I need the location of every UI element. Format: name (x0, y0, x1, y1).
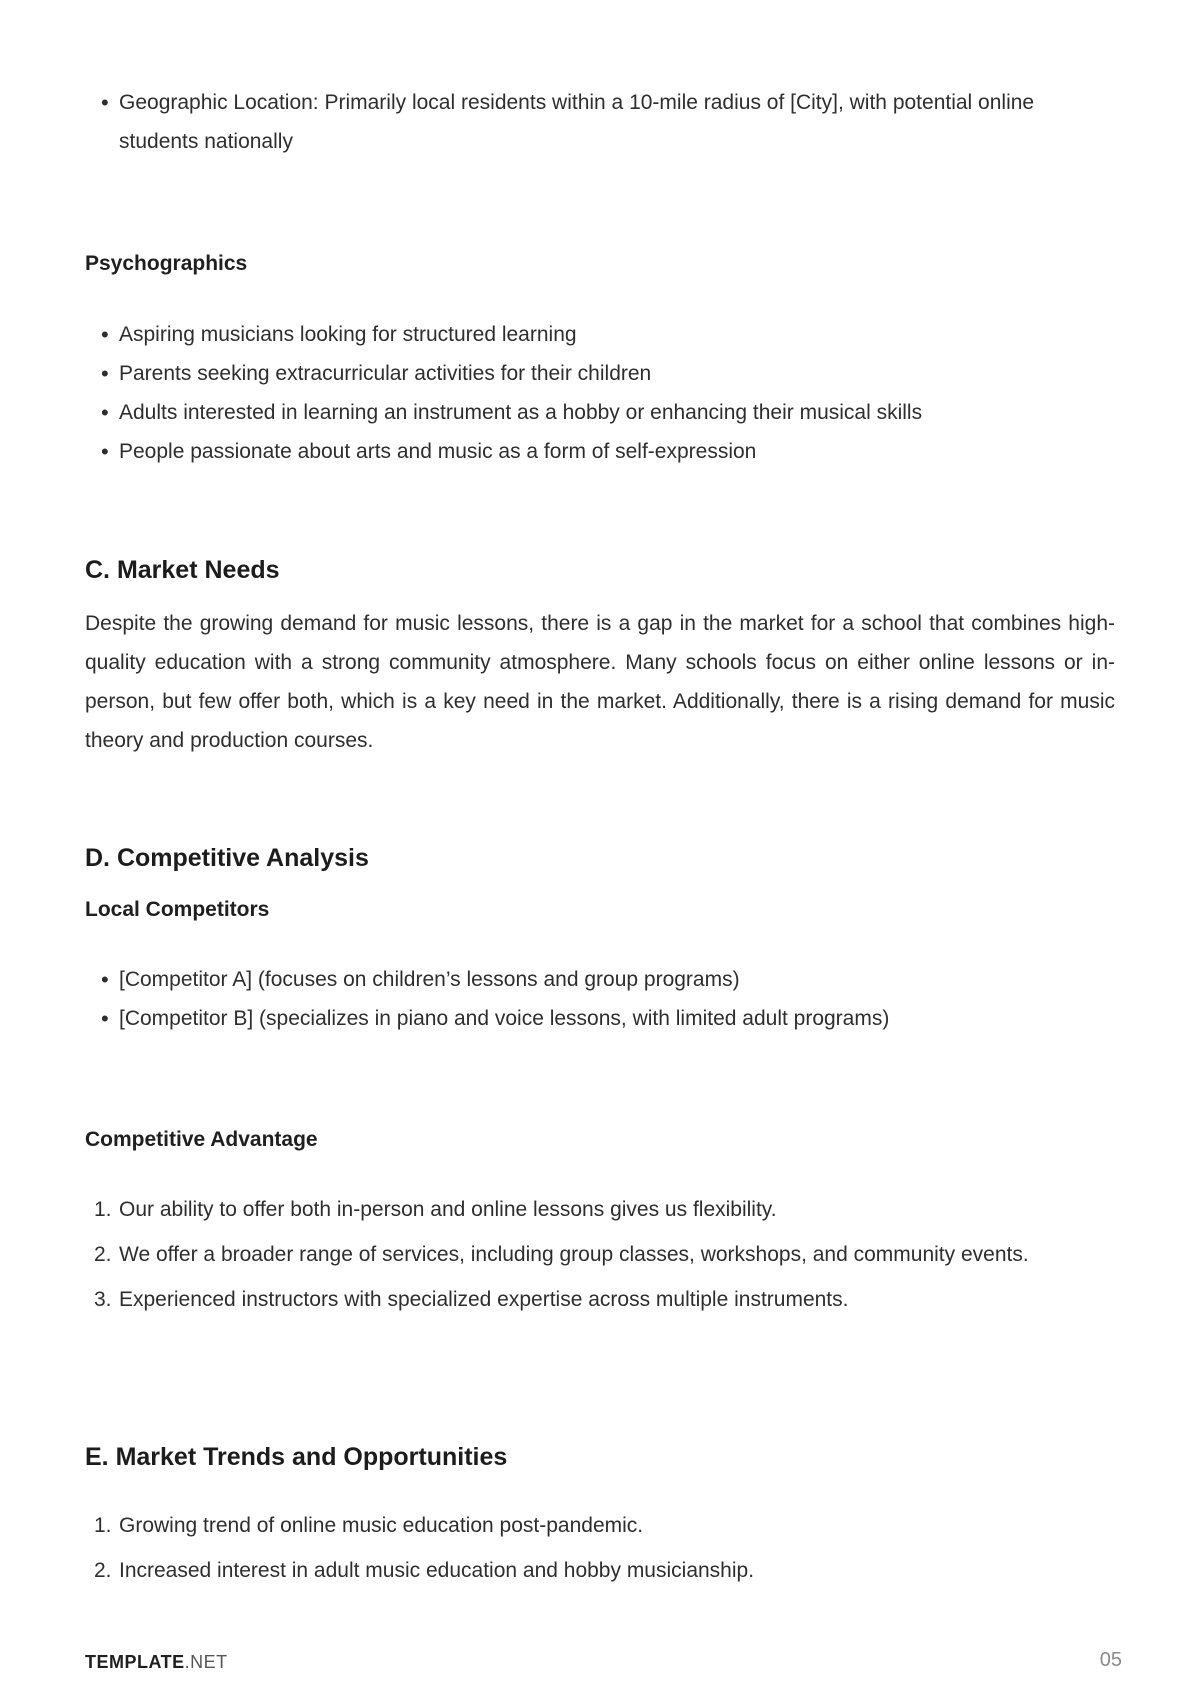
list-item (85, 1506, 1115, 1545)
list-item: • [Competitor B] (specializes in piano and voice lessons, with limited adult programs) (85, 999, 1115, 1038)
brand-bold-text: TEMPLATE (85, 1652, 185, 1672)
list-item (85, 1190, 1075, 1229)
list-number: 3. (94, 1288, 112, 1311)
footer-brand-logo (85, 1652, 228, 1673)
list-item: • Adults interested in learning an instrument as a hobby or enhancing their musical skills (85, 393, 1115, 432)
competitive-analysis-heading: D. Competitive Analysis (85, 844, 369, 872)
competitive-advantage-list (85, 1190, 1075, 1325)
psychographics-list (85, 315, 1115, 471)
list-text: We offer a broader range of services, including group classes, workshops, and community events. (119, 1243, 1029, 1266)
list-item (85, 1235, 1075, 1274)
market-trends-heading: E. Market Trends and Opportunities (85, 1443, 508, 1471)
list-number: 2. (94, 1243, 112, 1266)
list-item (85, 1551, 1115, 1590)
list-text: Our ability to offer both in-person and online lessons gives us flexibility. (119, 1198, 777, 1221)
local-competitors-list (85, 960, 1115, 1038)
market-needs-heading: C. Market Needs (85, 556, 280, 584)
list-number: 1. (94, 1514, 112, 1537)
market-needs-paragraph: Despite the growing demand for music lessons, there is a gap in the market for a school that combines high-quality education with a strong community atmosphere. Many schools focus on either online lessons or in-person, but few offer both, which is a key need in the market. Additionally, there is a rising demand for music theory and production courses. (85, 612, 1115, 752)
list-number: 2. (94, 1559, 112, 1582)
list-text: Experienced instructors with specialized expertise across multiple instruments. (119, 1288, 849, 1311)
list-item: • People passionate about arts and music as a form of self-expression (85, 432, 1115, 471)
list-item: • [Competitor A] (focuses on children’s lessons and group programs) (85, 960, 1115, 999)
list-item: • Aspiring musicians looking for structured learning (85, 315, 1115, 354)
local-competitors-heading: Local Competitors (85, 898, 270, 921)
brand-light-text: .NET (184, 1652, 228, 1672)
list-item: • Geographic Location: Primarily local residents within a 10-mile radius of [City], with potential online students nationally (85, 83, 1075, 161)
geographic-list (85, 83, 1075, 161)
market-trends-list (85, 1506, 1115, 1596)
page-number: 05 (1099, 1649, 1122, 1671)
list-text: Growing trend of online music education post-pandemic. (119, 1514, 644, 1537)
competitive-advantage-heading: Competitive Advantage (85, 1128, 318, 1151)
list-text: Increased interest in adult music education and hobby musicianship. (119, 1559, 755, 1582)
list-number: 1. (94, 1198, 112, 1221)
list-item: • Parents seeking extracurricular activities for their children (85, 354, 1115, 393)
psychographics-heading: Psychographics (85, 252, 248, 275)
list-item (85, 1280, 1075, 1319)
